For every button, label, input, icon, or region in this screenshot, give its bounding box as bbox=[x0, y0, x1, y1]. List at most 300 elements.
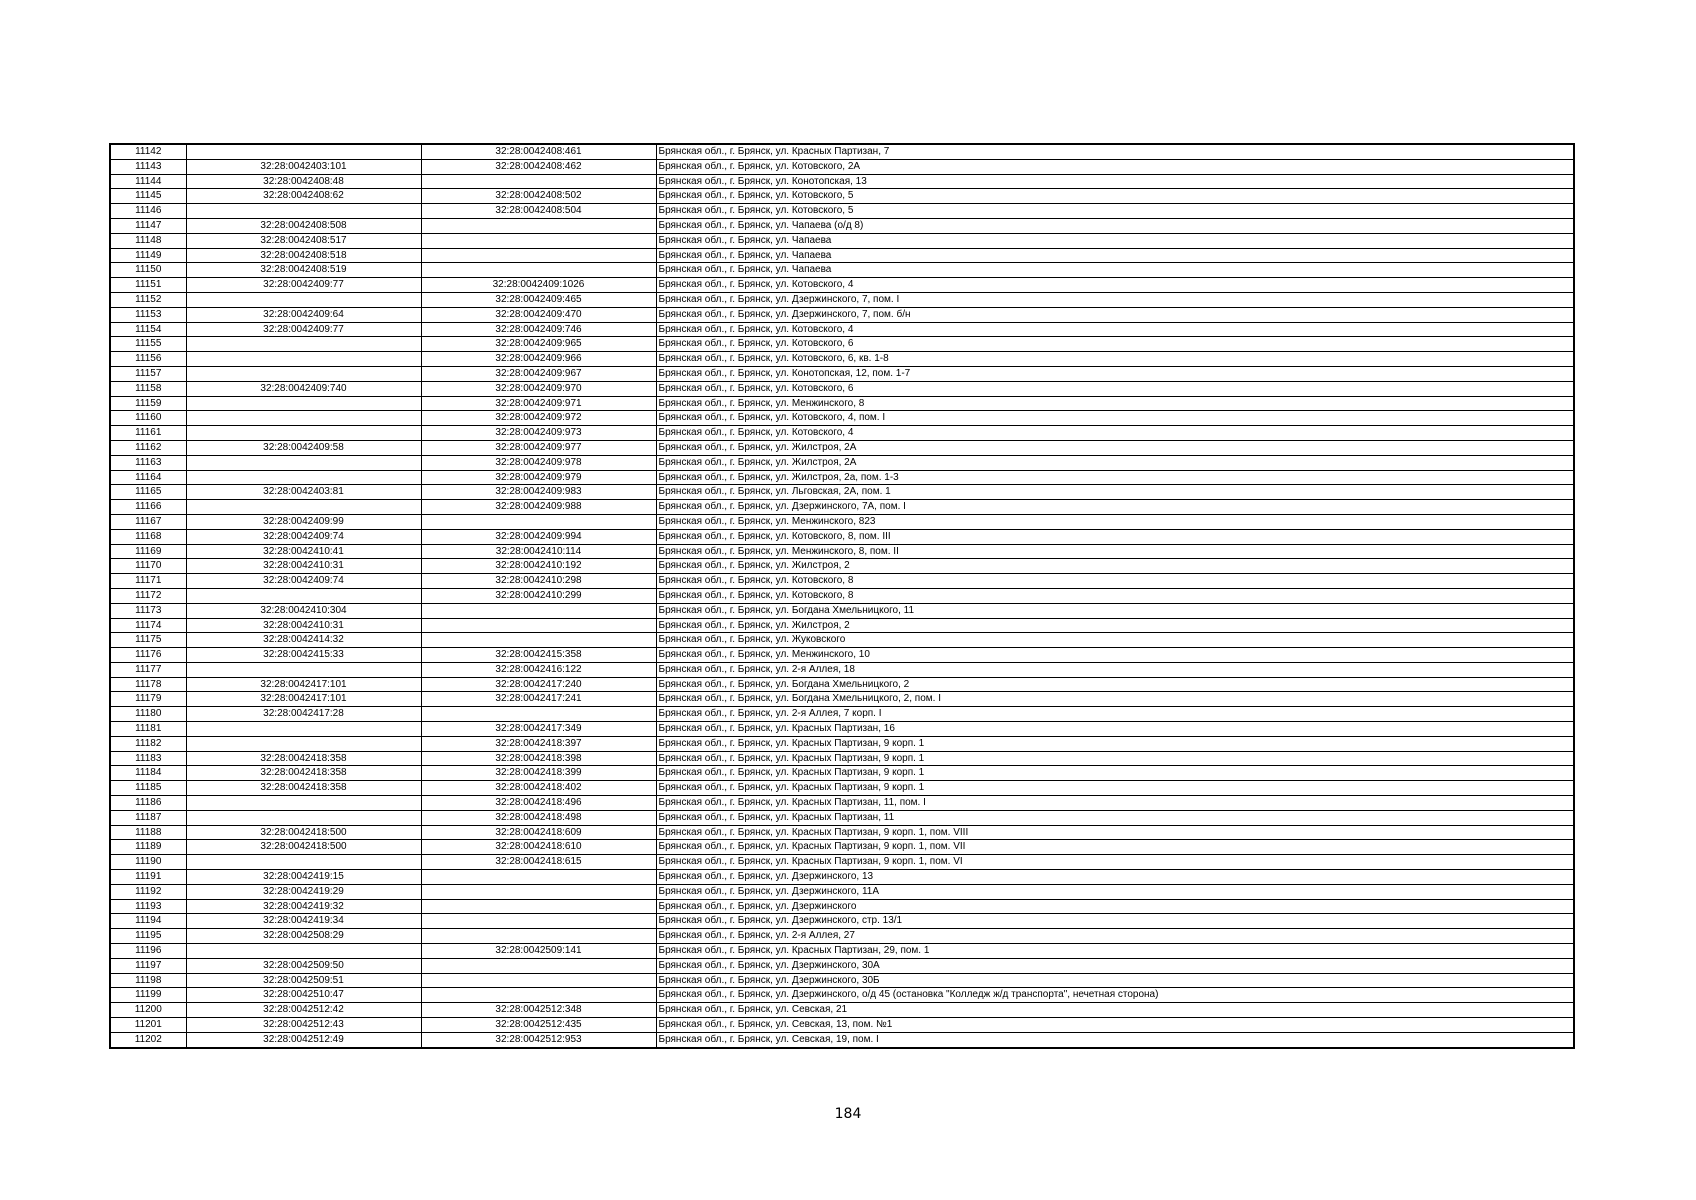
parcel-number-cell bbox=[186, 204, 421, 219]
parcel-number-cell bbox=[186, 144, 421, 159]
table-row bbox=[110, 337, 1574, 352]
address-cell: Брянская обл., г. Брянск, ул. Котовского, 4, пом. I bbox=[656, 411, 1574, 426]
row-number-cell: 11184 bbox=[110, 766, 186, 781]
object-number-cell: 32:28:0042418:615 bbox=[421, 855, 656, 870]
object-number-cell: 32:28:0042409:979 bbox=[421, 470, 656, 485]
address-cell: Брянская обл., г. Брянск, ул. Менжинского, 823 bbox=[656, 514, 1574, 529]
row-number-cell: 11173 bbox=[110, 603, 186, 618]
table-row bbox=[110, 1003, 1574, 1018]
parcel-number-cell: 32:28:0042417:101 bbox=[186, 692, 421, 707]
object-number-cell: 32:28:0042417:240 bbox=[421, 677, 656, 692]
object-number-cell: 32:28:0042418:397 bbox=[421, 736, 656, 751]
parcel-number-cell: 32:28:0042415:33 bbox=[186, 648, 421, 663]
parcel-number-cell: 32:28:0042409:74 bbox=[186, 574, 421, 589]
table-row bbox=[110, 455, 1574, 470]
table-row bbox=[110, 781, 1574, 796]
parcel-number-cell bbox=[186, 500, 421, 515]
row-number-cell: 11192 bbox=[110, 884, 186, 899]
object-number-cell bbox=[421, 988, 656, 1003]
object-number-cell: 32:28:0042409:465 bbox=[421, 292, 656, 307]
address-cell: Брянская обл., г. Брянск, ул. Красных Партизан, 7 bbox=[656, 144, 1574, 159]
parcel-number-cell: 32:28:0042510:47 bbox=[186, 988, 421, 1003]
table-row bbox=[110, 574, 1574, 589]
address-cell: Брянская обл., г. Брянск, ул. Богдана Хмельницкого, 2 bbox=[656, 677, 1574, 692]
row-number-cell: 11168 bbox=[110, 529, 186, 544]
address-cell: Брянская обл., г. Брянск, ул. Конотопская, 13 bbox=[656, 174, 1574, 189]
row-number-cell: 11170 bbox=[110, 559, 186, 574]
parcel-number-cell bbox=[186, 722, 421, 737]
object-number-cell: 32:28:0042409:970 bbox=[421, 381, 656, 396]
row-number-cell: 11174 bbox=[110, 618, 186, 633]
table-row bbox=[110, 485, 1574, 500]
parcel-number-cell: 32:28:0042403:101 bbox=[186, 159, 421, 174]
parcel-number-cell bbox=[186, 736, 421, 751]
table-row bbox=[110, 440, 1574, 455]
table-row bbox=[110, 366, 1574, 381]
object-number-cell: 32:28:0042410:299 bbox=[421, 588, 656, 603]
address-cell: Брянская обл., г. Брянск, ул. Дзержинского, 30А bbox=[656, 958, 1574, 973]
address-cell: Брянская обл., г. Брянск, ул. Котовского, 6 bbox=[656, 337, 1574, 352]
object-number-cell: 32:28:0042409:977 bbox=[421, 440, 656, 455]
table-row bbox=[110, 292, 1574, 307]
table-row bbox=[110, 411, 1574, 426]
parcel-number-cell: 32:28:0042418:358 bbox=[186, 781, 421, 796]
registry-table bbox=[109, 143, 1575, 1049]
address-cell: Брянская обл., г. Брянск, ул. Жилстроя, 2 bbox=[656, 559, 1574, 574]
row-number-cell: 11148 bbox=[110, 233, 186, 248]
object-number-cell: 32:28:0042409:967 bbox=[421, 366, 656, 381]
object-number-cell: 32:28:0042418:398 bbox=[421, 751, 656, 766]
row-number-cell: 11187 bbox=[110, 810, 186, 825]
parcel-number-cell: 32:28:0042410:304 bbox=[186, 603, 421, 618]
address-cell: Брянская обл., г. Брянск, ул. Чапаева (о/д 8) bbox=[656, 218, 1574, 233]
address-cell: Брянская обл., г. Брянск, ул. Красных Партизан, 11, пом. I bbox=[656, 796, 1574, 811]
row-number-cell: 11167 bbox=[110, 514, 186, 529]
table-row bbox=[110, 944, 1574, 959]
row-number-cell: 11155 bbox=[110, 337, 186, 352]
table-row bbox=[110, 396, 1574, 411]
address-cell: Брянская обл., г. Брянск, ул. Красных Партизан, 11 bbox=[656, 810, 1574, 825]
row-number-cell: 11190 bbox=[110, 855, 186, 870]
object-number-cell: 32:28:0042409:972 bbox=[421, 411, 656, 426]
table-row bbox=[110, 559, 1574, 574]
parcel-number-cell: 32:28:0042419:29 bbox=[186, 884, 421, 899]
row-number-cell: 11191 bbox=[110, 870, 186, 885]
parcel-number-cell: 32:28:0042512:43 bbox=[186, 1018, 421, 1033]
parcel-number-cell bbox=[186, 796, 421, 811]
parcel-number-cell bbox=[186, 352, 421, 367]
address-cell: Брянская обл., г. Брянск, ул. Жилстроя, 2а, пом. 1-3 bbox=[656, 470, 1574, 485]
table-row bbox=[110, 544, 1574, 559]
row-number-cell: 11158 bbox=[110, 381, 186, 396]
table-row bbox=[110, 189, 1574, 204]
address-cell: Брянская обл., г. Брянск, ул. Красных Партизан, 9 корп. 1 bbox=[656, 781, 1574, 796]
table-row bbox=[110, 588, 1574, 603]
parcel-number-cell bbox=[186, 366, 421, 381]
address-cell: Брянская обл., г. Брянск, ул. Котовского, 4 bbox=[656, 426, 1574, 441]
object-number-cell: 32:28:0042410:114 bbox=[421, 544, 656, 559]
row-number-cell: 11194 bbox=[110, 914, 186, 929]
table-row bbox=[110, 958, 1574, 973]
row-number-cell: 11143 bbox=[110, 159, 186, 174]
address-cell: Брянская обл., г. Брянск, ул. Котовского, 8, пом. III bbox=[656, 529, 1574, 544]
object-number-cell: 32:28:0042418:496 bbox=[421, 796, 656, 811]
parcel-number-cell: 32:28:0042418:500 bbox=[186, 840, 421, 855]
table-row bbox=[110, 278, 1574, 293]
address-cell: Брянская обл., г. Брянск, ул. Жилстроя, 2А bbox=[656, 455, 1574, 470]
table-row bbox=[110, 204, 1574, 219]
row-number-cell: 11147 bbox=[110, 218, 186, 233]
object-number-cell: 32:28:0042417:241 bbox=[421, 692, 656, 707]
table-row bbox=[110, 825, 1574, 840]
row-number-cell: 11175 bbox=[110, 633, 186, 648]
parcel-number-cell bbox=[186, 855, 421, 870]
address-cell: Брянская обл., г. Брянск, ул. Красных Партизан, 9 корп. 1 bbox=[656, 736, 1574, 751]
row-number-cell: 11176 bbox=[110, 648, 186, 663]
row-number-cell: 11193 bbox=[110, 899, 186, 914]
row-number-cell: 11181 bbox=[110, 722, 186, 737]
object-number-cell bbox=[421, 618, 656, 633]
object-number-cell: 32:28:0042408:502 bbox=[421, 189, 656, 204]
parcel-number-cell bbox=[186, 944, 421, 959]
row-number-cell: 11201 bbox=[110, 1018, 186, 1033]
address-cell: Брянская обл., г. Брянск, ул. Чапаева bbox=[656, 233, 1574, 248]
parcel-number-cell bbox=[186, 292, 421, 307]
table-row bbox=[110, 648, 1574, 663]
object-number-cell bbox=[421, 973, 656, 988]
parcel-number-cell: 32:28:0042409:740 bbox=[186, 381, 421, 396]
object-number-cell: 32:28:0042408:504 bbox=[421, 204, 656, 219]
object-number-cell bbox=[421, 870, 656, 885]
address-cell: Брянская обл., г. Брянск, ул. Красных Партизан, 29, пом. 1 bbox=[656, 944, 1574, 959]
row-number-cell: 11149 bbox=[110, 248, 186, 263]
row-number-cell: 11182 bbox=[110, 736, 186, 751]
address-cell: Брянская обл., г. Брянск, ул. Дзержинского, 7А, пом. I bbox=[656, 500, 1574, 515]
row-number-cell: 11166 bbox=[110, 500, 186, 515]
object-number-cell: 32:28:0042418:610 bbox=[421, 840, 656, 855]
object-number-cell: 32:28:0042409:966 bbox=[421, 352, 656, 367]
object-number-cell bbox=[421, 929, 656, 944]
address-cell: Брянская обл., г. Брянск, ул. Красных Партизан, 9 корп. 1 bbox=[656, 751, 1574, 766]
object-number-cell bbox=[421, 707, 656, 722]
table-row bbox=[110, 855, 1574, 870]
parcel-number-cell: 32:28:0042508:29 bbox=[186, 929, 421, 944]
parcel-number-cell: 32:28:0042417:101 bbox=[186, 677, 421, 692]
table-row bbox=[110, 736, 1574, 751]
row-number-cell: 11160 bbox=[110, 411, 186, 426]
parcel-number-cell: 32:28:0042409:77 bbox=[186, 322, 421, 337]
object-number-cell: 32:28:0042512:435 bbox=[421, 1018, 656, 1033]
parcel-number-cell: 32:28:0042418:358 bbox=[186, 766, 421, 781]
parcel-number-cell: 32:28:0042409:99 bbox=[186, 514, 421, 529]
parcel-number-cell: 32:28:0042409:64 bbox=[186, 307, 421, 322]
object-number-cell: 32:28:0042512:953 bbox=[421, 1032, 656, 1047]
row-number-cell: 11196 bbox=[110, 944, 186, 959]
parcel-number-cell: 32:28:0042408:508 bbox=[186, 218, 421, 233]
object-number-cell: 32:28:0042418:399 bbox=[421, 766, 656, 781]
address-cell: Брянская обл., г. Брянск, ул. Котовского, 6, кв. 1-8 bbox=[656, 352, 1574, 367]
parcel-number-cell bbox=[186, 337, 421, 352]
parcel-number-cell: 32:28:0042418:358 bbox=[186, 751, 421, 766]
object-number-cell bbox=[421, 233, 656, 248]
parcel-number-cell bbox=[186, 426, 421, 441]
parcel-number-cell: 32:28:0042408:48 bbox=[186, 174, 421, 189]
parcel-number-cell: 32:28:0042408:519 bbox=[186, 263, 421, 278]
row-number-cell: 11195 bbox=[110, 929, 186, 944]
row-number-cell: 11145 bbox=[110, 189, 186, 204]
address-cell: Брянская обл., г. Брянск, ул. Жилстроя, 2 bbox=[656, 618, 1574, 633]
object-number-cell: 32:28:0042409:978 bbox=[421, 455, 656, 470]
object-number-cell: 32:28:0042409:965 bbox=[421, 337, 656, 352]
parcel-number-cell bbox=[186, 588, 421, 603]
address-cell: Брянская обл., г. Брянск, ул. Богдана Хмельницкого, 2, пом. I bbox=[656, 692, 1574, 707]
row-number-cell: 11200 bbox=[110, 1003, 186, 1018]
parcel-number-cell: 32:28:0042410:41 bbox=[186, 544, 421, 559]
table-row bbox=[110, 870, 1574, 885]
object-number-cell bbox=[421, 263, 656, 278]
table-row bbox=[110, 692, 1574, 707]
table-row bbox=[110, 352, 1574, 367]
table-row bbox=[110, 529, 1574, 544]
parcel-number-cell: 32:28:0042417:28 bbox=[186, 707, 421, 722]
address-cell: Брянская обл., г. Брянск, ул. Красных Партизан, 9 корп. 1, пом. VIII bbox=[656, 825, 1574, 840]
object-number-cell: 32:28:0042408:461 bbox=[421, 144, 656, 159]
parcel-number-cell: 32:28:0042408:517 bbox=[186, 233, 421, 248]
address-cell: Брянская обл., г. Брянск, ул. Котовского, 2А bbox=[656, 159, 1574, 174]
row-number-cell: 11185 bbox=[110, 781, 186, 796]
table-row bbox=[110, 899, 1574, 914]
table-row bbox=[110, 307, 1574, 322]
address-cell: Брянская обл., г. Брянск, ул. 2-я Аллея, 7 корп. I bbox=[656, 707, 1574, 722]
object-number-cell: 32:28:0042417:349 bbox=[421, 722, 656, 737]
row-number-cell: 11198 bbox=[110, 973, 186, 988]
table-row bbox=[110, 1018, 1574, 1033]
table-row bbox=[110, 751, 1574, 766]
address-cell: Брянская обл., г. Брянск, ул. Дзержинского, стр. 13/1 bbox=[656, 914, 1574, 929]
table-row bbox=[110, 707, 1574, 722]
table-row bbox=[110, 988, 1574, 1003]
row-number-cell: 11163 bbox=[110, 455, 186, 470]
table-row bbox=[110, 840, 1574, 855]
row-number-cell: 11180 bbox=[110, 707, 186, 722]
object-number-cell bbox=[421, 914, 656, 929]
table-row bbox=[110, 973, 1574, 988]
parcel-number-cell: 32:28:0042408:518 bbox=[186, 248, 421, 263]
address-cell: Брянская обл., г. Брянск, ул. Красных Партизан, 9 корп. 1 bbox=[656, 766, 1574, 781]
parcel-number-cell: 32:28:0042409:58 bbox=[186, 440, 421, 455]
object-number-cell: 32:28:0042409:994 bbox=[421, 529, 656, 544]
address-cell: Брянская обл., г. Брянск, ул. Жуковского bbox=[656, 633, 1574, 648]
parcel-number-cell bbox=[186, 455, 421, 470]
parcel-number-cell: 32:28:0042509:50 bbox=[186, 958, 421, 973]
address-cell: Брянская обл., г. Брянск, ул. Менжинского, 8, пом. II bbox=[656, 544, 1574, 559]
table-row bbox=[110, 618, 1574, 633]
object-number-cell: 32:28:0042418:498 bbox=[421, 810, 656, 825]
address-cell: Брянская обл., г. Брянск, ул. Красных Партизан, 16 bbox=[656, 722, 1574, 737]
row-number-cell: 11178 bbox=[110, 677, 186, 692]
registry-table-body bbox=[110, 144, 1574, 1048]
object-number-cell bbox=[421, 174, 656, 189]
address-cell: Брянская обл., г. Брянск, ул. Котовского, 8 bbox=[656, 588, 1574, 603]
object-number-cell: 32:28:0042416:122 bbox=[421, 662, 656, 677]
address-cell: Брянская обл., г. Брянск, ул. 2-я Аллея, 27 bbox=[656, 929, 1574, 944]
object-number-cell: 32:28:0042409:746 bbox=[421, 322, 656, 337]
parcel-number-cell: 32:28:0042419:34 bbox=[186, 914, 421, 929]
object-number-cell: 32:28:0042418:609 bbox=[421, 825, 656, 840]
row-number-cell: 11169 bbox=[110, 544, 186, 559]
parcel-number-cell: 32:28:0042403:81 bbox=[186, 485, 421, 500]
table-row bbox=[110, 248, 1574, 263]
parcel-number-cell: 32:28:0042512:49 bbox=[186, 1032, 421, 1047]
parcel-number-cell bbox=[186, 662, 421, 677]
parcel-number-cell: 32:28:0042410:31 bbox=[186, 618, 421, 633]
address-cell: Брянская обл., г. Брянск, ул. Чапаева bbox=[656, 248, 1574, 263]
address-cell: Брянская обл., г. Брянск, ул. Дзержинского, 7, пом. I bbox=[656, 292, 1574, 307]
address-cell: Брянская обл., г. Брянск, ул. Котовского, 5 bbox=[656, 204, 1574, 219]
table-row bbox=[110, 603, 1574, 618]
parcel-number-cell: 32:28:0042418:500 bbox=[186, 825, 421, 840]
table-row bbox=[110, 218, 1574, 233]
table-row bbox=[110, 144, 1574, 159]
object-number-cell: 32:28:0042409:973 bbox=[421, 426, 656, 441]
address-cell: Брянская обл., г. Брянск, ул. Дзержинского, о/д 45 (остановка "Колледж ж/д транспорта", нечетная сторона) bbox=[656, 988, 1574, 1003]
page-number: 184 bbox=[834, 1106, 862, 1122]
object-number-cell bbox=[421, 958, 656, 973]
parcel-number-cell bbox=[186, 470, 421, 485]
object-number-cell bbox=[421, 884, 656, 899]
address-cell: Брянская обл., г. Брянск, ул. Красных Партизан, 9 корп. 1, пом. VI bbox=[656, 855, 1574, 870]
parcel-number-cell bbox=[186, 411, 421, 426]
object-number-cell: 32:28:0042409:988 bbox=[421, 500, 656, 515]
row-number-cell: 11172 bbox=[110, 588, 186, 603]
table-row bbox=[110, 662, 1574, 677]
row-number-cell: 11199 bbox=[110, 988, 186, 1003]
object-number-cell bbox=[421, 218, 656, 233]
row-number-cell: 11144 bbox=[110, 174, 186, 189]
row-number-cell: 11151 bbox=[110, 278, 186, 293]
parcel-number-cell: 32:28:0042410:31 bbox=[186, 559, 421, 574]
address-cell: Брянская обл., г. Брянск, ул. Дзержинского, 11А bbox=[656, 884, 1574, 899]
object-number-cell: 32:28:0042410:192 bbox=[421, 559, 656, 574]
row-number-cell: 11188 bbox=[110, 825, 186, 840]
address-cell: Брянская обл., г. Брянск, ул. Богдана Хмельницкого, 11 bbox=[656, 603, 1574, 618]
row-number-cell: 11150 bbox=[110, 263, 186, 278]
table-row bbox=[110, 914, 1574, 929]
address-cell: Брянская обл., г. Брянск, ул. Красных Партизан, 9 корп. 1, пом. VII bbox=[656, 840, 1574, 855]
table-row bbox=[110, 426, 1574, 441]
object-number-cell: 32:28:0042409:983 bbox=[421, 485, 656, 500]
row-number-cell: 11146 bbox=[110, 204, 186, 219]
table-row bbox=[110, 322, 1574, 337]
row-number-cell: 11189 bbox=[110, 840, 186, 855]
row-number-cell: 11142 bbox=[110, 144, 186, 159]
table-row bbox=[110, 810, 1574, 825]
parcel-number-cell bbox=[186, 810, 421, 825]
address-cell: Брянская обл., г. Брянск, ул. Дзержинского, 13 bbox=[656, 870, 1574, 885]
object-number-cell: 32:28:0042409:1026 bbox=[421, 278, 656, 293]
object-number-cell bbox=[421, 603, 656, 618]
parcel-number-cell: 32:28:0042408:62 bbox=[186, 189, 421, 204]
object-number-cell: 32:28:0042409:470 bbox=[421, 307, 656, 322]
parcel-number-cell: 32:28:0042409:74 bbox=[186, 529, 421, 544]
object-number-cell bbox=[421, 899, 656, 914]
parcel-number-cell: 32:28:0042414:32 bbox=[186, 633, 421, 648]
table-row bbox=[110, 766, 1574, 781]
address-cell: Брянская обл., г. Брянск, ул. Жилстроя, 2А bbox=[656, 440, 1574, 455]
address-cell: Брянская обл., г. Брянск, ул. Котовского, 4 bbox=[656, 322, 1574, 337]
address-cell: Брянская обл., г. Брянск, ул. Котовского, 5 bbox=[656, 189, 1574, 204]
table-row bbox=[110, 174, 1574, 189]
address-cell: Брянская обл., г. Брянск, ул. Менжинского, 10 bbox=[656, 648, 1574, 663]
row-number-cell: 11202 bbox=[110, 1032, 186, 1047]
table-row bbox=[110, 884, 1574, 899]
address-cell: Брянская обл., г. Брянск, ул. Дзержинского, 30Б bbox=[656, 973, 1574, 988]
row-number-cell: 11157 bbox=[110, 366, 186, 381]
row-number-cell: 11177 bbox=[110, 662, 186, 677]
row-number-cell: 11162 bbox=[110, 440, 186, 455]
table-row bbox=[110, 1032, 1574, 1047]
address-cell: Брянская обл., г. Брянск, ул. Конотопская, 12, пом. 1-7 bbox=[656, 366, 1574, 381]
table-row bbox=[110, 233, 1574, 248]
row-number-cell: 11153 bbox=[110, 307, 186, 322]
row-number-cell: 11183 bbox=[110, 751, 186, 766]
address-cell: Брянская обл., г. Брянск, ул. Дзержинского bbox=[656, 899, 1574, 914]
table-row bbox=[110, 500, 1574, 515]
object-number-cell: 32:28:0042408:462 bbox=[421, 159, 656, 174]
address-cell: Брянская обл., г. Брянск, ул. Севская, 13, пом. №1 bbox=[656, 1018, 1574, 1033]
parcel-number-cell: 32:28:0042409:77 bbox=[186, 278, 421, 293]
row-number-cell: 11164 bbox=[110, 470, 186, 485]
row-number-cell: 11154 bbox=[110, 322, 186, 337]
table-row bbox=[110, 796, 1574, 811]
parcel-number-cell: 32:28:0042419:15 bbox=[186, 870, 421, 885]
table-row bbox=[110, 722, 1574, 737]
parcel-number-cell bbox=[186, 396, 421, 411]
row-number-cell: 11186 bbox=[110, 796, 186, 811]
row-number-cell: 11159 bbox=[110, 396, 186, 411]
table-row bbox=[110, 263, 1574, 278]
row-number-cell: 11156 bbox=[110, 352, 186, 367]
parcel-number-cell: 32:28:0042512:42 bbox=[186, 1003, 421, 1018]
address-cell: Брянская обл., г. Брянск, ул. Дзержинского, 7, пом. б/н bbox=[656, 307, 1574, 322]
table-row bbox=[110, 633, 1574, 648]
address-cell: Брянская обл., г. Брянск, ул. Менжинского, 8 bbox=[656, 396, 1574, 411]
table-row bbox=[110, 381, 1574, 396]
row-number-cell: 11197 bbox=[110, 958, 186, 973]
parcel-number-cell: 32:28:0042419:32 bbox=[186, 899, 421, 914]
table-row bbox=[110, 470, 1574, 485]
row-number-cell: 11152 bbox=[110, 292, 186, 307]
table-row bbox=[110, 159, 1574, 174]
object-number-cell bbox=[421, 633, 656, 648]
row-number-cell: 11171 bbox=[110, 574, 186, 589]
table-row bbox=[110, 677, 1574, 692]
address-cell: Брянская обл., г. Брянск, ул. Севская, 21 bbox=[656, 1003, 1574, 1018]
object-number-cell bbox=[421, 514, 656, 529]
address-cell: Брянская обл., г. Брянск, ул. Севская, 19, пом. I bbox=[656, 1032, 1574, 1047]
object-number-cell: 32:28:0042410:298 bbox=[421, 574, 656, 589]
address-cell: Брянская обл., г. Брянск, ул. Котовского, 8 bbox=[656, 574, 1574, 589]
table-row bbox=[110, 514, 1574, 529]
object-number-cell: 32:28:0042415:358 bbox=[421, 648, 656, 663]
address-cell: Брянская обл., г. Брянск, ул. Котовского, 4 bbox=[656, 278, 1574, 293]
object-number-cell: 32:28:0042512:348 bbox=[421, 1003, 656, 1018]
table-row bbox=[110, 929, 1574, 944]
address-cell: Брянская обл., г. Брянск, ул. Льговская, 2А, пом. 1 bbox=[656, 485, 1574, 500]
row-number-cell: 11179 bbox=[110, 692, 186, 707]
address-cell: Брянская обл., г. Брянск, ул. 2-я Аллея, 18 bbox=[656, 662, 1574, 677]
address-cell: Брянская обл., г. Брянск, ул. Котовского, 6 bbox=[656, 381, 1574, 396]
